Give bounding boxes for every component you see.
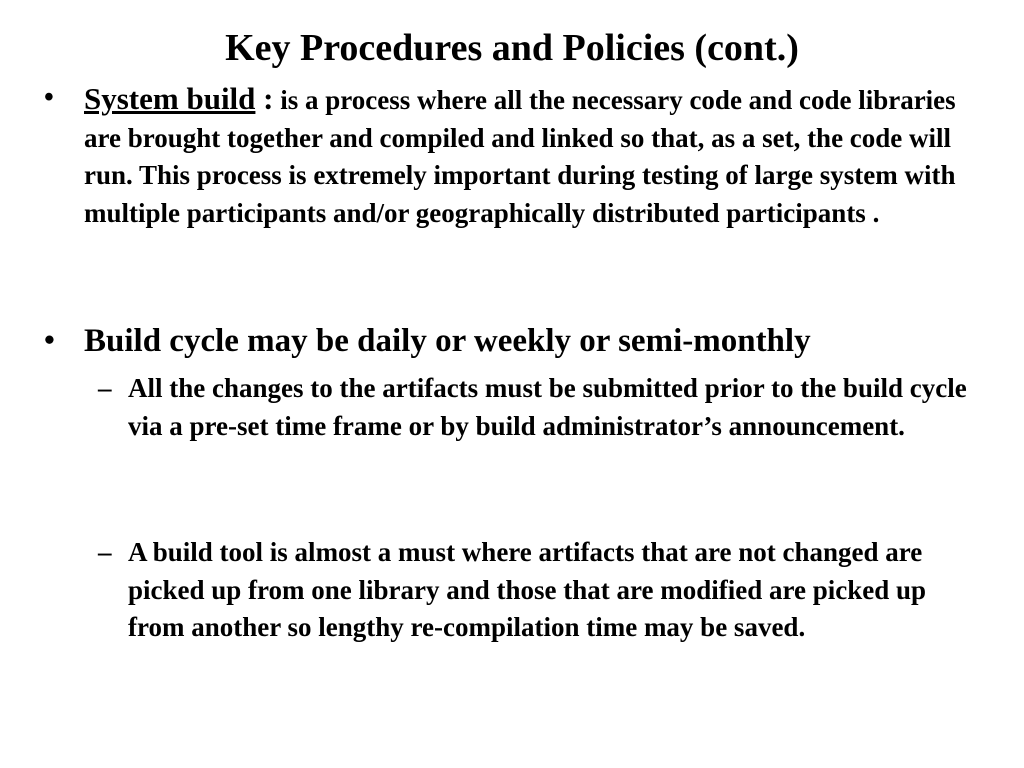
bullet-text: Build cycle may be daily or weekly or semi-monthly [84, 323, 811, 359]
bullet-marker: • [44, 82, 54, 113]
bullet-term: System build [84, 81, 256, 116]
bullet-definition: is a process where all the necessary code and code libraries are brought together and compiled and linked so that, as a set, the code will run. This process is extremely important during testing of large system with multiple participants and/or geographically distributed participants . [84, 85, 956, 228]
subbullet-text: All the changes to the artifacts must be submitted prior to the build cycle via a pre-set time frame or by build administrator’s announcement. [128, 373, 967, 441]
subbullet-text: A build tool is almost a must where artifacts that are not changed are picked up from one library and those that are modified are picked up from another so lengthy re-compilation time may be saved. [128, 537, 927, 642]
bullet-marker: • [44, 322, 55, 357]
bullet-text [84, 80, 989, 232]
slide-title: Key Procedures and Policies (cont.) [225, 27, 799, 69]
bullet-term-colon: : [255, 81, 274, 116]
subbullet-marker: – [98, 373, 112, 403]
subbullet-marker: – [98, 537, 112, 567]
